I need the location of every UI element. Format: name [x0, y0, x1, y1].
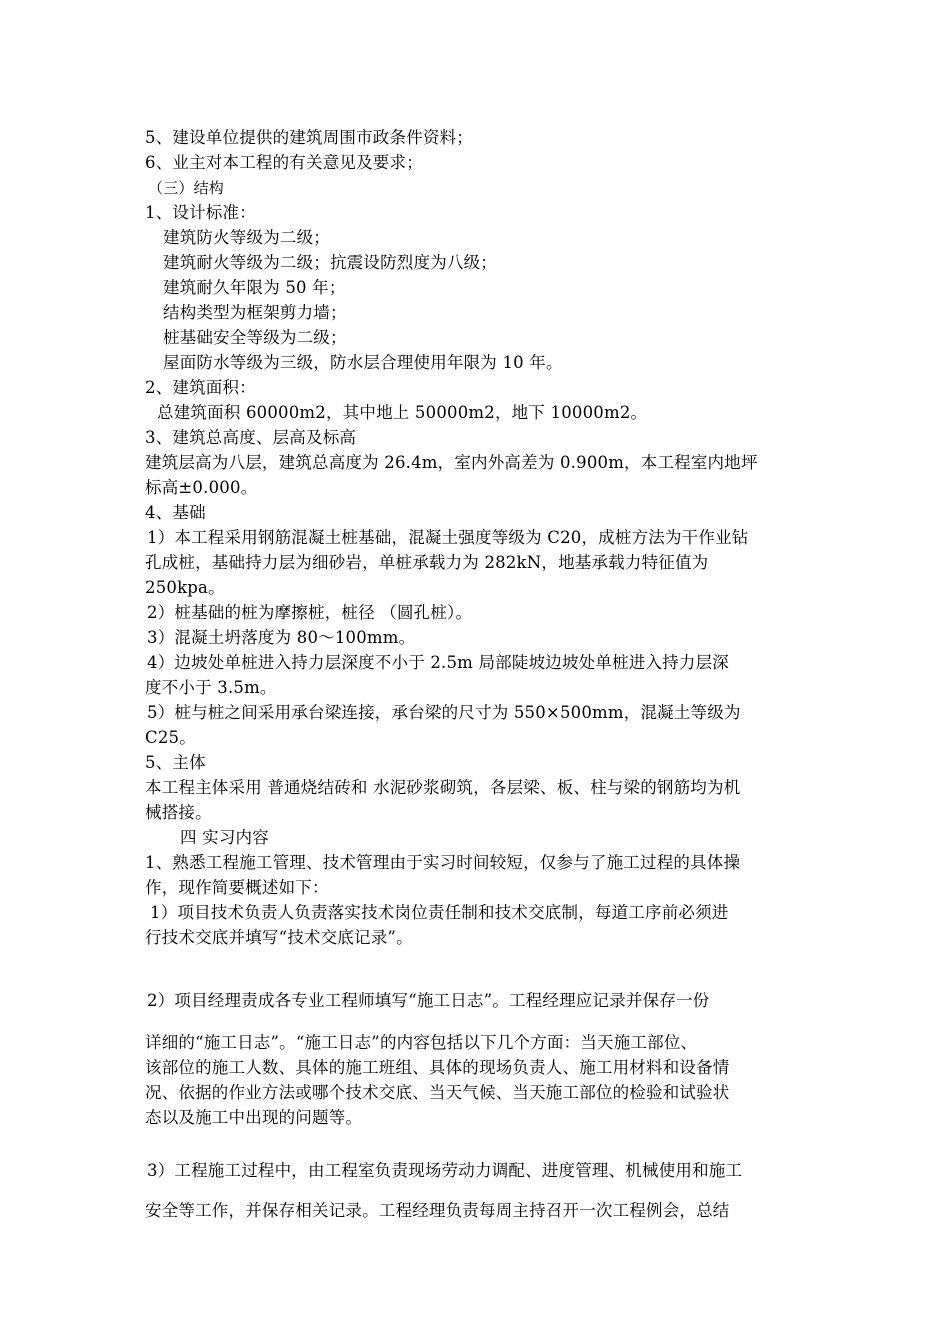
text-line-19: 250kpa。: [145, 578, 225, 597]
text-line-1: 5、建设单位提供的建筑周围市政条件资料；: [145, 128, 473, 147]
text-line-2: 6、业主对本工程的有关意见及要求；: [145, 153, 423, 172]
text-line-16: 4、基础: [145, 503, 206, 522]
text-line-32: 1）项目技术负责人负责落实技术岗位责任制和技术交底制，每道工序前必须进: [150, 903, 729, 922]
text-line-20: 2）桩基础的桩为摩擦桩，桩径 （圆孔桩）。: [147, 603, 473, 622]
text-line-8: 结构类型为框架剪力墙；: [163, 303, 347, 322]
text-line-7: 建筑耐久年限为 50 年；: [163, 278, 346, 297]
text-line-18: 孔成桩，基础持力层为细砂岩，单桩承载力为 282kN，地基承载力特征值为: [145, 553, 709, 572]
text-line-24: 5）桩与桩之间采用承台梁连接，承台梁的尺寸为 550×500mm，混凝土等级为: [147, 703, 741, 722]
section-heading-internship: 四 实习内容: [180, 828, 269, 847]
text-line-13: 3、建筑总高度、层高及标高: [145, 428, 357, 447]
text-line-12: 总建筑面积 60000m2，其中地上 50000m2，地下 10000m2。: [157, 403, 648, 422]
text-line-37: 况、依据的作业方法或哪个技术交底、当天气候、当天施工部位的检验和试验状: [145, 1083, 730, 1102]
text-line-11: 2、建筑面积：: [145, 378, 256, 397]
text-line-10: 屋面防水等级为三级，防水层合理使用年限为 10 年。: [163, 353, 563, 372]
text-line-39: 3）工程施工过程中，由工程室负责现场劳动力调配、进度管理、机械使用和施工: [147, 1161, 743, 1180]
text-line-31: 作，现作简要概述如下：: [145, 878, 329, 897]
text-line-26: 5、主体: [145, 753, 206, 772]
text-line-15: 标高±0.000。: [145, 478, 258, 497]
text-line-27: 本工程主体采用 普通烧结砖和 水泥砂浆砌筑，各层梁、板、柱与梁的钢筋均为机: [145, 778, 741, 797]
text-line-23: 度不小于 3.5m。: [145, 678, 277, 697]
text-line-36: 该部位的施工人数、具体的施工班组、具体的现场负责人、施工用材料和设备情: [145, 1058, 730, 1077]
text-line-22: 4）边坡处单桩进入持力层深度不小于 2.5m 局部陡坡边坡处单桩进入持力层深: [147, 653, 729, 672]
text-line-40: 安全等工作，并保存相关记录。工程经理负责每周主持召开一次工程例会，总结: [145, 1201, 730, 1220]
text-line-5: 建筑防火等级为二级；: [163, 228, 330, 247]
text-line-9: 桩基础安全等级为二级；: [163, 328, 347, 347]
text-line-4: 1、设计标准：: [145, 203, 256, 222]
text-line-14: 建筑层高为八层，建筑总高度为 26.4m，室内外高差为 0.900m，本工程室内地坪: [145, 453, 758, 472]
section-heading-structure: （三）结构: [148, 179, 225, 197]
text-line-33: 行技术交底并填写“技术交底记录”。: [145, 928, 413, 947]
text-line-25: C25。: [145, 728, 196, 747]
text-line-6: 建筑耐火等级为二级；抗震设防烈度为八级；: [163, 253, 497, 272]
text-line-34: 2）项目经理责成各专业工程师填写“施工日志”。工程经理应记录并保存一份: [147, 991, 710, 1010]
text-line-35: 详细的“施工日志”。“施工日志”的内容包括以下几个方面：当天施工部位、: [145, 1033, 698, 1052]
text-line-38: 态以及施工中出现的问题等。: [145, 1108, 363, 1127]
text-line-21: 3）混凝土坍落度为 80～100mm。: [147, 628, 416, 647]
text-line-30: 1、熟悉工程施工管理、技术管理由于实习时间较短，仅参与了施工过程的具体操: [145, 853, 741, 872]
text-line-17: 1）本工程采用钢筋混凝土桩基础，混凝土强度等级为 C20，成桩方法为干作业钻: [147, 528, 749, 547]
text-line-28: 械搭接。: [145, 803, 212, 822]
